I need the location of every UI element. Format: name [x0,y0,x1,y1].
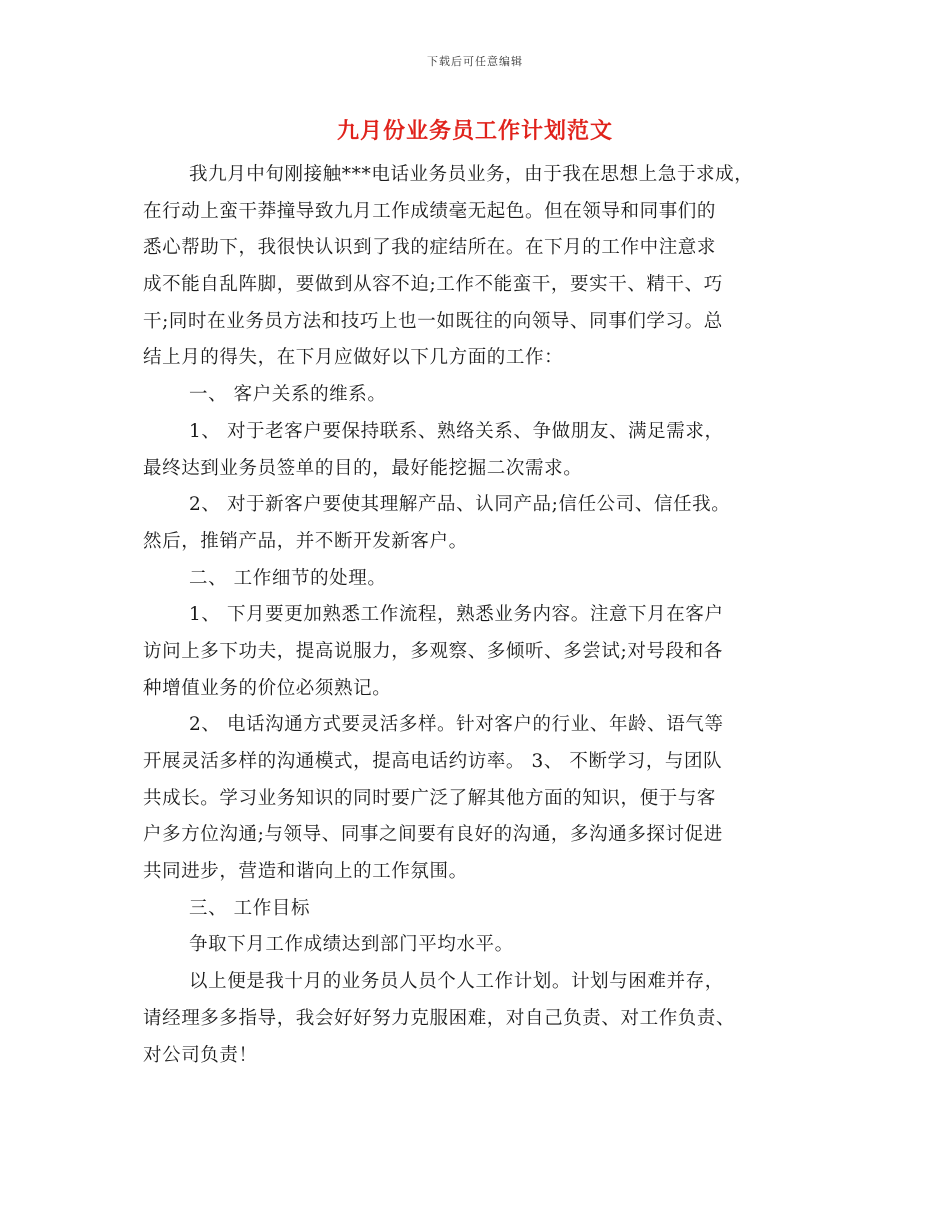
section-heading: 一、 客户关系的维系。 [189,384,387,406]
document-title: 九月份业务员工作计划范文 [336,119,613,144]
text-line: 我九月中旬刚接触***电话业务员业务，由于我在思想上急于求成， [189,164,754,185]
text-line: 请经理多多指导，我会好好努力克服困难，对自己负责、对工作负责、 [143,1007,736,1029]
text-line: 干;同时在业务员方法和技巧上也一如既往的向领导、同事们学习。总 [143,310,723,332]
section-heading: 二、 工作细节的处理。 [189,567,387,589]
text-line: 以上便是我十月的业务员人员个人工作计划。计划与困难并存， [189,971,724,993]
text-line: 然后，推销产品，并不断开发新客户。 [143,530,468,552]
text-line: 对公司负责！ [143,1044,258,1066]
text-line: 共同进步，营造和谐向上的工作氛围。 [143,861,468,883]
text-line: 悉心帮助下，我很快认识到了我的症结所在。在下月的工作中注意求 [143,237,717,259]
text-line: 1、 对于老客户要保持联系、熟络关系、争做朋友、满足需求， [189,420,724,442]
text-line: 2、 电话沟通方式要灵活多样。针对客户的行业、年龄、语气等 [189,714,724,736]
header-note: 下载后可任意编辑 [427,55,523,68]
text-line: 结上月的得失，在下月应做好以下几方面的工作： [143,347,564,369]
text-line: 成不能自乱阵脚，要做到从容不迫;工作不能蛮干，要实干、精干、巧 [143,274,723,296]
text-line: 共成长。学习业务知识的同时要广泛了解其他方面的知识，便于与客 [143,787,717,809]
text-line: 户多方位沟通;与领导、同事之间要有良好的沟通，多沟通多探讨促进 [143,824,723,846]
text-line: 争取下月工作成绩达到部门平均水平。 [189,934,514,956]
document-body [143,157,813,1074]
text-line: 最终达到业务员签单的目的，最好能挖掘二次需求。 [143,457,583,479]
text-line: 1、 下月要更加熟悉工作流程，熟悉业务内容。注意下月在客户 [189,604,724,626]
text-line: 2、 对于新客户要使其理解产品、认同产品;信任公司、信任我。 [189,494,731,516]
text-line: 访问上多下功夫，提高说服力，多观察、多倾听、多尝试;对号段和各 [143,640,723,662]
section-heading: 三、 工作目标 [189,897,311,919]
text-line: 种增值业务的价位必须熟记。 [143,677,392,699]
text-line: 开展灵活多样的沟通模式，提高电话约访率。 3、 不断学习，与团队 [143,751,723,772]
text-line: 在行动上蛮干莽撞导致九月工作成绩毫无起色。但在领导和同事们的 [143,200,717,222]
